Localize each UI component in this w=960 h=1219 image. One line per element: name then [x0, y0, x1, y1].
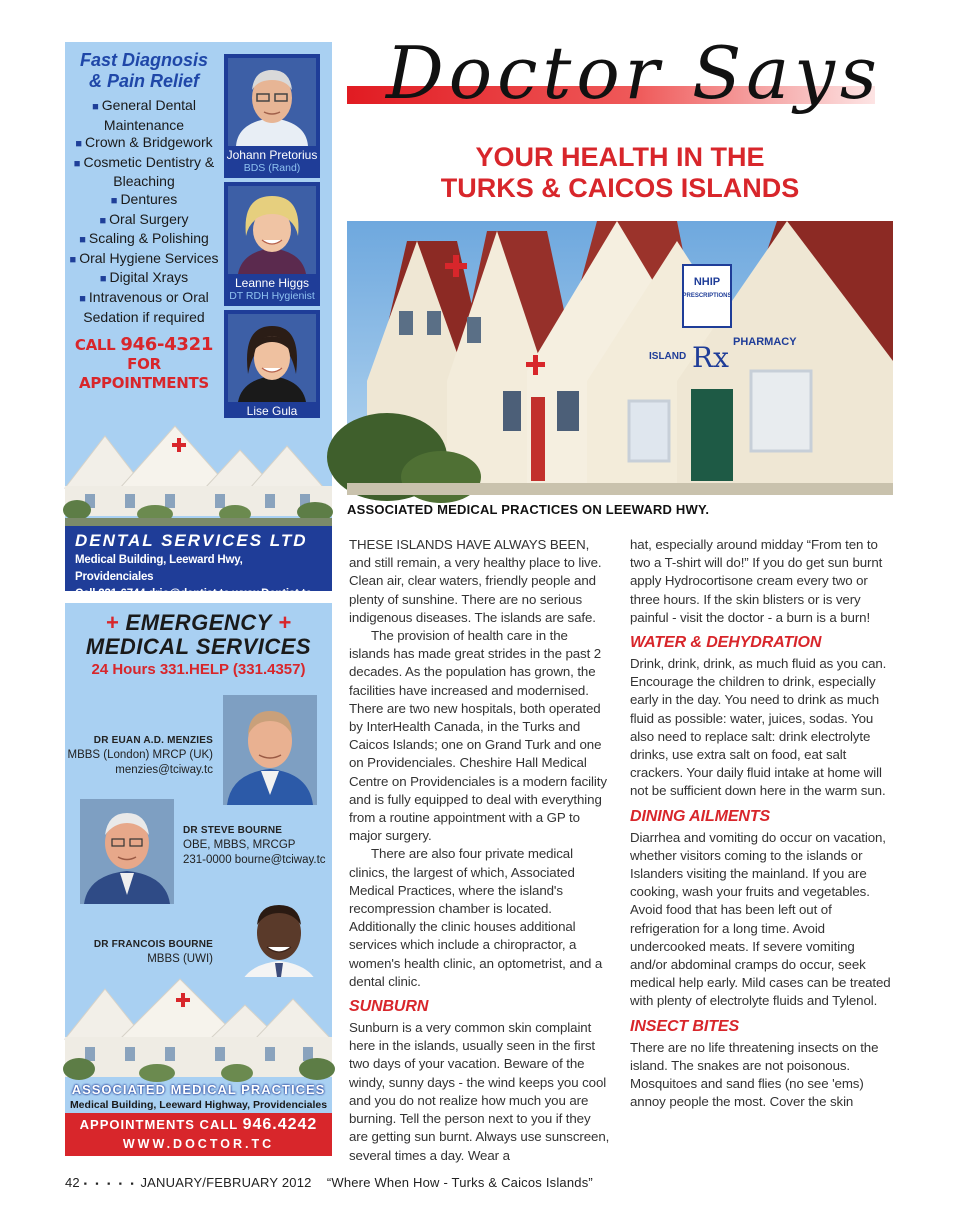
- clinic-photo: [347, 221, 893, 495]
- service-item: ■ Dentures: [65, 191, 223, 211]
- page-number: 42: [65, 1175, 80, 1190]
- rx-icon: Rx: [692, 341, 729, 374]
- article-paragraph: THESE ISLANDS HAVE ALWAYS BEEN, and still remain, a very healthy place to live. Clean air, clear waters, friendly people and plenty of sunshine. There are no serious indigenous diseases. The islands are safe.: [349, 537, 602, 625]
- article-column-1: [349, 536, 611, 1165]
- service-item: ■ Intravenous or Oral Sedation if required: [65, 289, 223, 326]
- sign-text: NHIP: [693, 276, 721, 288]
- dental-call-to-action: CALL 946-4321 FOR APPOINTMENTS: [74, 334, 214, 393]
- emergency-footer: [65, 1113, 332, 1156]
- article-paragraph: The provision of health care in the islands has made great strides in the past 2 decades. As the population has grown, the facilities have increased and modernised. There are two new hospitals, both operated by InterHealth Canada, in the Turks and Caicos Islands; one on Grand Turk and one on Providenciales. Cheshire Hall Medical Centre on Providenciales is a modern facility and is fully equipped to deal with everything from a routine appointment with a GP to major surgery.: [349, 628, 607, 844]
- article-paragraph: hat, especially around midday “From ten to two a T-shirt will do!” If you do get sun burnt apply Hydrocortisone cream every two or three hours. If the skin blisters or is very painful - visit the doctor - a burn is a burn!: [630, 537, 883, 625]
- medical-building-illustration: [65, 418, 332, 526]
- dental-contact: Cell 231-6744 drjo@dentist.tc www.Dentist.tc: [75, 588, 312, 600]
- portrait-photo: [228, 314, 316, 402]
- doctor-info-steve-bourne: DR STEVE BOURNE OBE, MBBS, MRCGP 231-0000 bourne@tciway.tc: [183, 825, 326, 866]
- doctor-info-menzies: DR EUAN A.D. MENZIES MBBS (London) MRCP (UK) menzies@tciway.tc: [67, 735, 213, 776]
- article-headline: YOUR HEALTH IN THE TURKS & CAICOS ISLANDS: [440, 142, 800, 203]
- service-item: ■ Oral Hygiene Services: [65, 250, 223, 270]
- red-cross-icon: +: [278, 610, 292, 635]
- footer-dots: ▪ ▪ ▪ ▪ ▪: [83, 1178, 137, 1189]
- staff-portrait-johann: Johann Pretorius BDS (Rand): [224, 54, 320, 178]
- issue-date: JANUARY/FEBRUARY 2012: [140, 1175, 312, 1190]
- dental-company-footer: [65, 526, 332, 600]
- article-paragraph: There are also four private medical clinics, the largest of which, Associated Medical Practices, where the island's recompression chamber is located. Additionally the clinic houses additional services which include a chiropractor, a women's health clinic, an optometrist, and a dental clinic.: [349, 846, 603, 989]
- service-item: ■ Crown & Bridgework: [65, 134, 223, 154]
- emergency-medical-ad: [65, 603, 332, 1156]
- service-item: ■ General Dental Maintenance: [65, 97, 223, 134]
- practice-name: ASSOCIATED MEDICAL PRACTICES: [71, 1082, 326, 1097]
- service-item: ■ Cosmetic Dentistry & Bleaching: [65, 154, 223, 191]
- photo-caption: ASSOCIATED MEDICAL PRACTICES ON LEEWARD HWY.: [347, 502, 710, 517]
- service-item: ■ Oral Surgery: [65, 211, 223, 231]
- page-footer: [65, 1175, 593, 1190]
- red-cross-icon: +: [105, 610, 119, 635]
- section-heading-dining: DINING AILMENTS: [630, 807, 771, 825]
- service-item: ■ Scaling & Polishing: [65, 230, 223, 250]
- pharmacy-sign: ISLAND: [649, 351, 687, 362]
- dental-address: Medical Building, Leeward Hwy, Providenciales: [75, 554, 243, 583]
- staff-portrait-lise: Lise Gula: [224, 310, 320, 434]
- practice-website: WWW.DOCTOR.TC: [122, 1137, 275, 1151]
- doctor-photo-steve-bourne: [80, 799, 174, 904]
- section-heading-insect: INSECT BITES: [630, 1017, 740, 1035]
- portrait-photo: [228, 186, 316, 274]
- medical-building-illustration: [65, 977, 332, 1085]
- section-heading-sunburn: SUNBURN: [349, 998, 429, 1016]
- dental-services-ad: [65, 42, 332, 600]
- pharmacy-sign: PHARMACY: [733, 336, 797, 348]
- dental-services-info: [65, 50, 223, 393]
- practice-address: Medical Building, Leeward Highway, Providenciales: [69, 1099, 328, 1111]
- article-column-2: [630, 536, 892, 1111]
- dental-services-list: [65, 97, 223, 326]
- dental-phone-number: 946-4321: [120, 334, 214, 356]
- article-paragraph: Sunburn is a very common skin complaint here in the islands, usually seen in the first two days of your vacation. Beware of the windy, sunny days - the wind keeps you cool and you do not realize how much you are burning. Tell the person next to you if they are getting sun burnt. Always use sunscreen, several times a day. Wear a: [349, 1020, 610, 1163]
- section-heading-water: WATER & DEHYDRATION: [630, 634, 822, 652]
- publication-name: “Where When How - Turks & Caicos Islands”: [326, 1175, 593, 1190]
- emergency-title: + EMERGENCY + MEDICAL SERVICES: [85, 610, 312, 659]
- service-item: ■ Digital Xrays: [65, 269, 223, 289]
- portrait-photo: [228, 58, 316, 146]
- dental-company-name: DENTAL SERVICES LTD: [75, 531, 308, 550]
- article-paragraph: Drink, drink, drink, as much fluid as you can. Encourage the children to drink, especially early in the day. You need to drink as much fluid as possible: water, juices, sodas. You also need to replace salt: drink electrolyte drinks, use extra salt on food, eat salt crackers. Your daily fluid intake at home will not be sufficient down here in the warm sun.: [630, 656, 887, 799]
- page-title: Doctor Says: [386, 31, 882, 115]
- staff-portrait-leanne: Leanne Higgs DT RDH Hygienist: [224, 182, 320, 306]
- emergency-phone: 24 Hours 331.HELP (331.4357): [91, 661, 306, 678]
- article-paragraph: Diarrhea and vomiting do occur on vacation, whether visitors coming to the islands or Islanders visiting the mainland. If you are cooking, wash your fruits and vegetables. Avoid food that has been left out of refrigeration for a long time. Avoid undercooked meats. If severe vomiting and/or abdominal cramps do occur, seek medical help early. Mild cases can be treated with plenty of electrolyte fluids and Tylenol.: [630, 829, 891, 1009]
- appointments-line: APPOINTMENTS CALL 946.4242: [79, 1116, 318, 1133]
- doctor-info-francois-bourne: DR FRANCOIS BOURNE MBBS (UWI): [93, 939, 213, 965]
- doctor-photo-menzies: [223, 695, 317, 805]
- dental-headline: Fast Diagnosis & Pain Relief: [79, 50, 209, 91]
- article-paragraph: There are no life threatening insects on the island. The snakes are not poisonous. Mosquitoes and sand flies (no see 'ems) annoy people the most. Cover the skin: [630, 1039, 879, 1110]
- sign-text: PRESCRIPTIONS: [682, 293, 732, 299]
